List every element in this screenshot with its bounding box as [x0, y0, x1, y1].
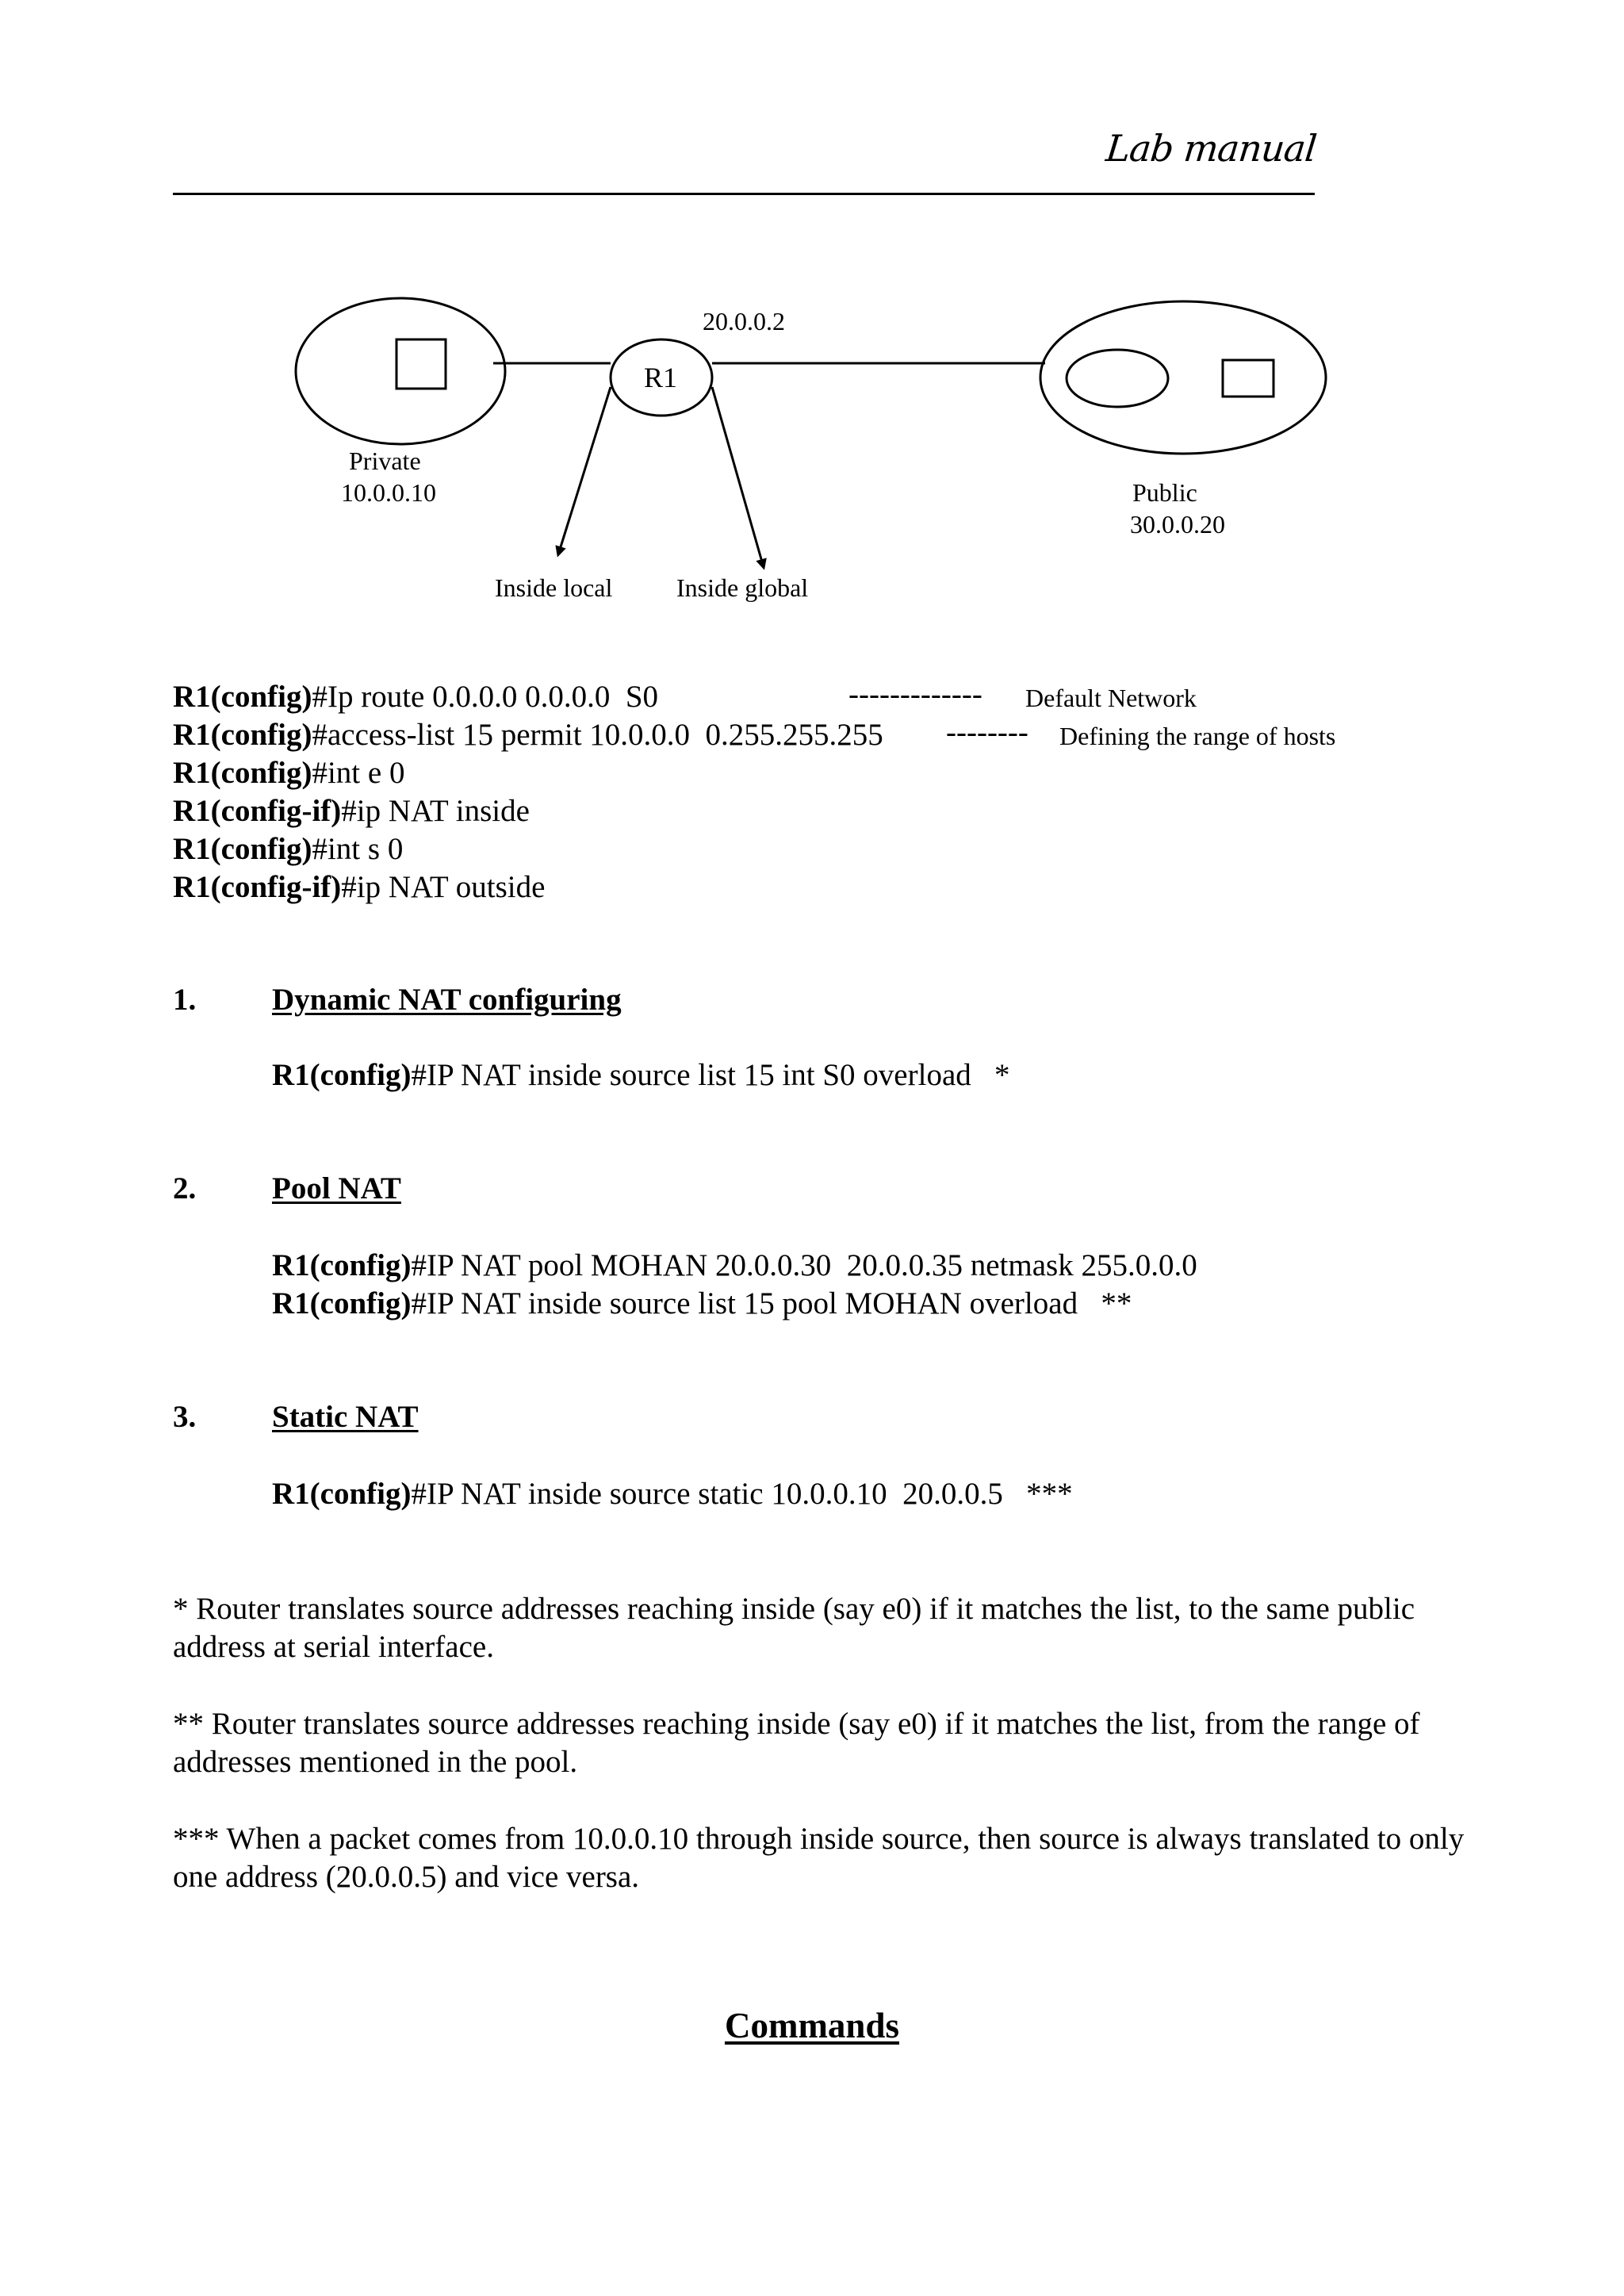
inside-local-label: Inside local [495, 573, 613, 602]
command-dashes: -------- [946, 715, 1028, 749]
public-host-ellipse [1067, 350, 1168, 407]
section-command: R1(config)#IP NAT pool MOHAN 20.0.0.30 20.0.0.35 netmask 255.0.0.0 [272, 1248, 1197, 1282]
command-note: Defining the range of hosts [1059, 722, 1336, 750]
private-ip: 10.0.0.10 [341, 478, 436, 507]
footer-title: Commands [724, 2006, 900, 2045]
inside-global-arrow [712, 387, 763, 565]
config-commands [173, 678, 883, 907]
public-ip: 30.0.0.20 [1130, 510, 1225, 539]
private-host-icon [396, 339, 446, 389]
section-number: 3. [173, 1400, 197, 1434]
footnote: ** Router translates source addresses reaching inside (say e0) if it matches the list, from the range of addresses mentioned in the pool. [173, 1707, 1420, 1779]
section-title: Pool NAT [272, 1171, 401, 1205]
inside-global-label: Inside global [676, 573, 809, 602]
section-number: 1. [173, 983, 197, 1017]
section-command: R1(config)#IP NAT inside source static 10.0.0.10 20.0.0.5 *** [272, 1477, 1073, 1511]
router-label: R1 [644, 362, 678, 393]
command-line: R1(config)#int s 0 [173, 832, 404, 866]
section-title: Static NAT [272, 1400, 419, 1434]
header-title: Lab manual [1104, 127, 1319, 170]
section-title: Dynamic NAT configuring [272, 983, 622, 1017]
public-label: Public [1132, 478, 1197, 507]
inside-local-arrow [559, 387, 611, 552]
private-label: Private [349, 447, 421, 475]
nat-network-diagram [0, 0, 1624, 634]
router-ip: 20.0.0.2 [703, 307, 785, 335]
section-command: R1(config)#IP NAT inside source list 15 pool MOHAN overload ** [272, 1286, 1132, 1320]
section-command: R1(config)#IP NAT inside source list 15 int S0 overload * [272, 1058, 1010, 1092]
public-network-ellipse [1040, 301, 1326, 454]
command-dashes: ------------- [848, 677, 982, 711]
private-network-ellipse [296, 298, 505, 444]
command-line: R1(config)#access-list 15 permit 10.0.0.0 0.255.255.255 [173, 718, 883, 752]
command-line: R1(config-if)#ip NAT inside [173, 794, 530, 828]
section-number: 2. [173, 1171, 197, 1205]
command-note: Default Network [1025, 684, 1197, 712]
command-line: R1(config)#int e 0 [173, 756, 405, 790]
footnote: * Router translates source addresses reaching inside (say e0) if it matches the list, to the same public address at serial interface. [173, 1592, 1415, 1664]
command-line: R1(config)#Ip route 0.0.0.0 0.0.0.0 S0 [173, 680, 659, 714]
public-host-icon [1223, 360, 1274, 397]
command-line: R1(config-if)#ip NAT outside [173, 870, 546, 904]
footnote: *** When a packet comes from 10.0.0.10 through inside source, then source is always translated to only one address (20.0.0.5) and vice versa. [173, 1822, 1465, 1894]
